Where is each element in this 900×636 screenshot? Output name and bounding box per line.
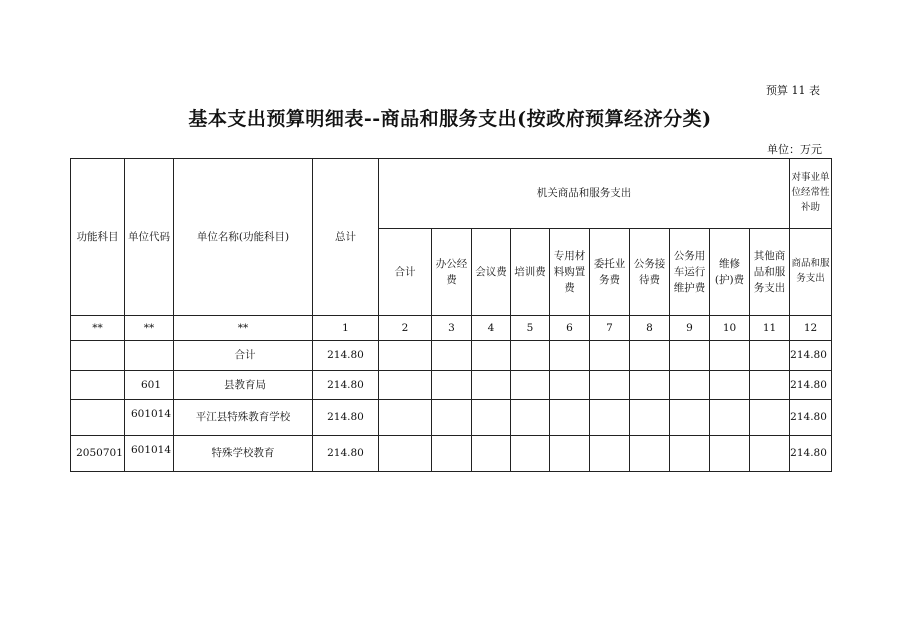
table-number-label: 预算 11 表	[766, 84, 820, 97]
index-cell: **	[125, 316, 174, 341]
empty-cell	[670, 400, 710, 436]
empty-cell	[710, 341, 750, 371]
empty-cell	[630, 371, 670, 400]
empty-cell	[710, 400, 750, 436]
header-func-subject: 功能科目	[71, 159, 125, 316]
empty-cell	[379, 341, 432, 371]
header-col-reception: 公务接待费	[630, 229, 670, 316]
total-cell: 214.80	[313, 371, 379, 400]
name-cell: 合计	[174, 341, 313, 371]
empty-cell	[710, 436, 750, 472]
name-cell: 县教育局	[174, 371, 313, 400]
empty-cell	[472, 400, 511, 436]
code-cell: 601014	[125, 400, 174, 436]
header-col-vehicle: 公务用车运行维护费	[670, 229, 710, 316]
func-cell	[71, 341, 125, 371]
empty-cell	[550, 341, 590, 371]
name-cell: 特殊学校教育	[174, 436, 313, 472]
index-cell: 4	[472, 316, 511, 341]
empty-cell	[472, 341, 511, 371]
table-row	[71, 436, 832, 472]
empty-cell	[670, 371, 710, 400]
empty-cell	[550, 371, 590, 400]
empty-cell	[750, 436, 790, 472]
total-cell: 214.80	[313, 400, 379, 436]
empty-cell	[630, 436, 670, 472]
empty-cell	[750, 341, 790, 371]
empty-cell	[630, 341, 670, 371]
header-col-subsidy: 商品和服务支出	[790, 229, 832, 316]
empty-cell	[432, 436, 472, 472]
header-col-other: 其他商品和服务支出	[750, 229, 790, 316]
index-cell: 7	[590, 316, 630, 341]
index-cell: 10	[710, 316, 750, 341]
index-cell: 5	[511, 316, 550, 341]
header-unit-name: 单位名称(功能科目)	[174, 159, 313, 316]
empty-cell	[590, 436, 630, 472]
func-cell	[71, 371, 125, 400]
empty-cell	[472, 436, 511, 472]
index-cell: 1	[313, 316, 379, 341]
table-row	[71, 341, 832, 371]
index-cell: 8	[630, 316, 670, 341]
header-row-1	[71, 159, 832, 229]
name-cell: 平江县特殊教育学校	[174, 400, 313, 436]
header-total: 总计	[313, 159, 379, 316]
code-cell	[125, 341, 174, 371]
func-cell	[71, 400, 125, 436]
subsidy-cell: 214.80	[790, 371, 832, 400]
empty-cell	[511, 341, 550, 371]
index-cell: **	[174, 316, 313, 341]
code-cell: 601	[125, 371, 174, 400]
table-row	[71, 400, 832, 436]
index-cell: **	[71, 316, 125, 341]
header-org-group: 机关商品和服务支出	[379, 159, 790, 229]
empty-cell	[590, 371, 630, 400]
index-row	[71, 316, 832, 341]
index-cell: 12	[790, 316, 832, 341]
unit-label: 单位：万元	[767, 143, 822, 156]
page-title: 基本支出预算明细表--商品和服务支出(按政府预算经济分类)	[188, 108, 712, 130]
header-subsidy-group: 对事业单位经常性补助	[790, 159, 832, 229]
index-cell: 6	[550, 316, 590, 341]
empty-cell	[710, 371, 750, 400]
header-unit-code: 单位代码	[125, 159, 174, 316]
total-cell: 214.80	[313, 436, 379, 472]
empty-cell	[379, 371, 432, 400]
empty-cell	[590, 400, 630, 436]
index-cell: 3	[432, 316, 472, 341]
empty-cell	[432, 400, 472, 436]
empty-cell	[511, 400, 550, 436]
table-row	[71, 371, 832, 400]
empty-cell	[511, 436, 550, 472]
empty-cell	[550, 436, 590, 472]
empty-cell	[432, 341, 472, 371]
header-col-office: 办公经费	[432, 229, 472, 316]
empty-cell	[472, 371, 511, 400]
empty-cell	[630, 400, 670, 436]
subsidy-cell: 214.80	[790, 341, 832, 371]
empty-cell	[379, 400, 432, 436]
header-col-materials: 专用材料购置费	[550, 229, 590, 316]
empty-cell	[550, 400, 590, 436]
header-col-maintenance: 维修(护)费	[710, 229, 750, 316]
empty-cell	[670, 436, 710, 472]
index-cell: 11	[750, 316, 790, 341]
total-cell: 214.80	[313, 341, 379, 371]
subsidy-cell: 214.80	[790, 436, 832, 472]
empty-cell	[750, 400, 790, 436]
empty-cell	[750, 371, 790, 400]
header-col-meeting: 会议费	[472, 229, 511, 316]
empty-cell	[511, 371, 550, 400]
empty-cell	[432, 371, 472, 400]
budget-table	[70, 158, 832, 472]
index-cell: 9	[670, 316, 710, 341]
header-col-total: 合计	[379, 229, 432, 316]
header-col-commission: 委托业务费	[590, 229, 630, 316]
subsidy-cell: 214.80	[790, 400, 832, 436]
index-cell: 2	[379, 316, 432, 341]
empty-cell	[379, 436, 432, 472]
func-cell: 2050701	[71, 436, 125, 472]
empty-cell	[670, 341, 710, 371]
code-cell: 601014	[125, 436, 174, 472]
empty-cell	[590, 341, 630, 371]
header-col-training: 培训费	[511, 229, 550, 316]
